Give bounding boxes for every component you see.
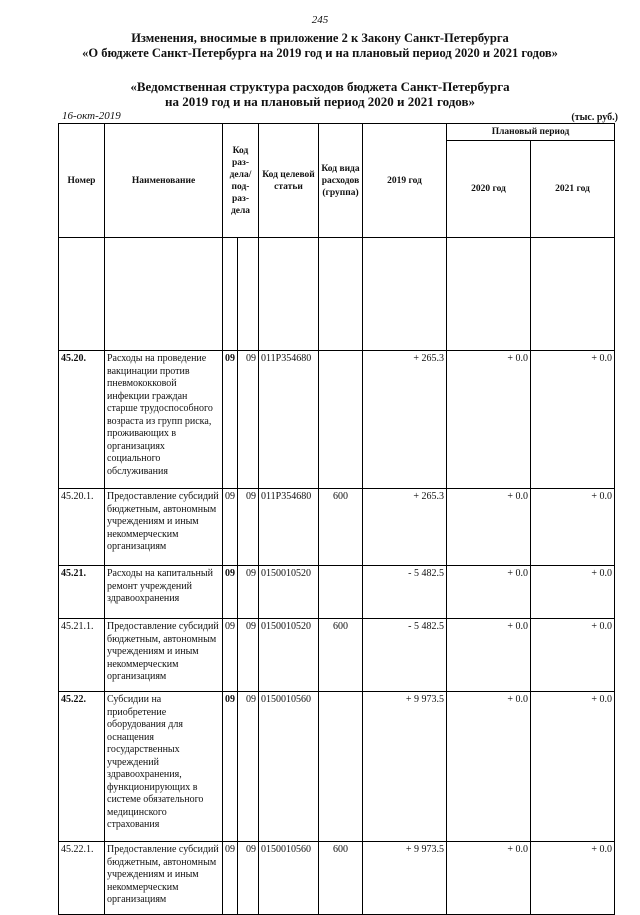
row-2021: + 0.0 [531,566,615,619]
row-number: 45.20. [59,351,105,489]
col-2019-header: 2019 год [363,124,447,238]
table-row [59,842,615,915]
row-target: 0150010560 [259,842,319,915]
page-number: 245 [311,14,329,26]
col-2020-header: 2020 год [447,141,531,238]
heading-line-4: на 2019 год и на плановый период 2020 и 2021 годов» [164,94,475,109]
row-subsection: 09 [238,351,259,489]
col-plan-header: Плановый период [447,124,615,141]
row-target: 011P354680 [259,489,319,566]
col-number-header: Номер [59,124,105,238]
row-target: 0150010560 [259,692,319,842]
row-2019: - 5 482.5 [363,619,447,692]
col-target-header: Код целевой статьи [259,124,319,238]
table-row [59,566,615,619]
row-number: 45.20.1. [59,489,105,566]
row-2020: + 0.0 [447,619,531,692]
row-2021: + 0.0 [531,842,615,915]
row-name: Предоставление субсидий бюджетным, автономным учреждениям и иным некоммерческим организациям [105,842,223,915]
row-section: 09 [223,692,238,842]
col-name-header: Наименование [105,124,223,238]
row-2019: + 9 973.5 [363,692,447,842]
row-target: 0150010520 [259,566,319,619]
document-date: 16-окт-2019 [62,110,121,122]
row-expense-type: 600 [319,619,363,692]
row-target: 0150010520 [259,619,319,692]
row-number: 45.22.1. [59,842,105,915]
row-subsection: 09 [238,692,259,842]
col-expense-type-header: Код вида расходов (группа) [319,124,363,238]
row-2020: + 0.0 [447,489,531,566]
row-2020: + 0.0 [447,692,531,842]
row-number: 45.21. [59,566,105,619]
table-row [59,619,615,692]
row-name: Предоставление субсидий бюджетным, автономным учреждениям и иным некоммерческим организациям [105,619,223,692]
row-expense-type [319,566,363,619]
row-number: 45.22. [59,692,105,842]
col-2021-header: 2021 год [531,141,615,238]
row-subsection: 09 [238,619,259,692]
row-2019: + 9 973.5 [363,842,447,915]
row-expense-type: 600 [319,489,363,566]
row-section: 09 [223,351,238,489]
table-row [59,351,615,489]
budget-table [58,123,615,915]
row-expense-type: 600 [319,842,363,915]
row-expense-type [319,351,363,489]
document-heading [0,31,640,61]
row-section: 09 [223,489,238,566]
row-2021: + 0.0 [531,692,615,842]
row-subsection: 09 [238,566,259,619]
row-name: Субсидии на приобретение оборудования для оснащения государственных учреждений здравоохранения, функционирующих в системе обязательного медицинского страхования [105,692,223,842]
row-name: Расходы на капитальный ремонт учреждений здравоохранения [105,566,223,619]
row-target: 011P354680 [259,351,319,489]
row-2019: + 265.3 [363,351,447,489]
row-2021: + 0.0 [531,489,615,566]
row-subsection: 09 [238,489,259,566]
row-2020: + 0.0 [447,351,531,489]
col-section-header: Код раз-дела/ под-раз-дела [223,124,259,238]
spacer-row [59,238,615,351]
row-number: 45.21.1. [59,619,105,692]
row-2020: + 0.0 [447,842,531,915]
row-subsection: 09 [238,842,259,915]
header-row [59,124,615,141]
table-row [59,489,615,566]
table-row [59,692,615,842]
row-name: Расходы на проведение вакцинации против пневмококковой инфекции граждан старше трудоспособного возраста из групп риска, проживающих в организациях социального обслуживания [105,351,223,489]
row-2021: + 0.0 [531,351,615,489]
row-2021: + 0.0 [531,619,615,692]
heading-line-2: «О бюджете Санкт-Петербурга на 2019 год и на плановый период 2020 и 2021 годов» [82,46,558,60]
row-section: 09 [223,842,238,915]
heading-line-3: «Ведомственная структура расходов бюджета Санкт-Петербурга [130,79,510,94]
row-2019: + 265.3 [363,489,447,566]
row-2020: + 0.0 [447,566,531,619]
row-section: 09 [223,619,238,692]
row-expense-type [319,692,363,842]
row-2019: - 5 482.5 [363,566,447,619]
table-heading [0,79,640,109]
row-section: 09 [223,566,238,619]
units-label: (тыс. руб.) [571,112,618,123]
heading-line-1: Изменения, вносимые в приложение 2 к Закону Санкт-Петербурга [131,31,509,45]
row-name: Предоставление субсидий бюджетным, автономным учреждениям и иным некоммерческим организациям [105,489,223,566]
